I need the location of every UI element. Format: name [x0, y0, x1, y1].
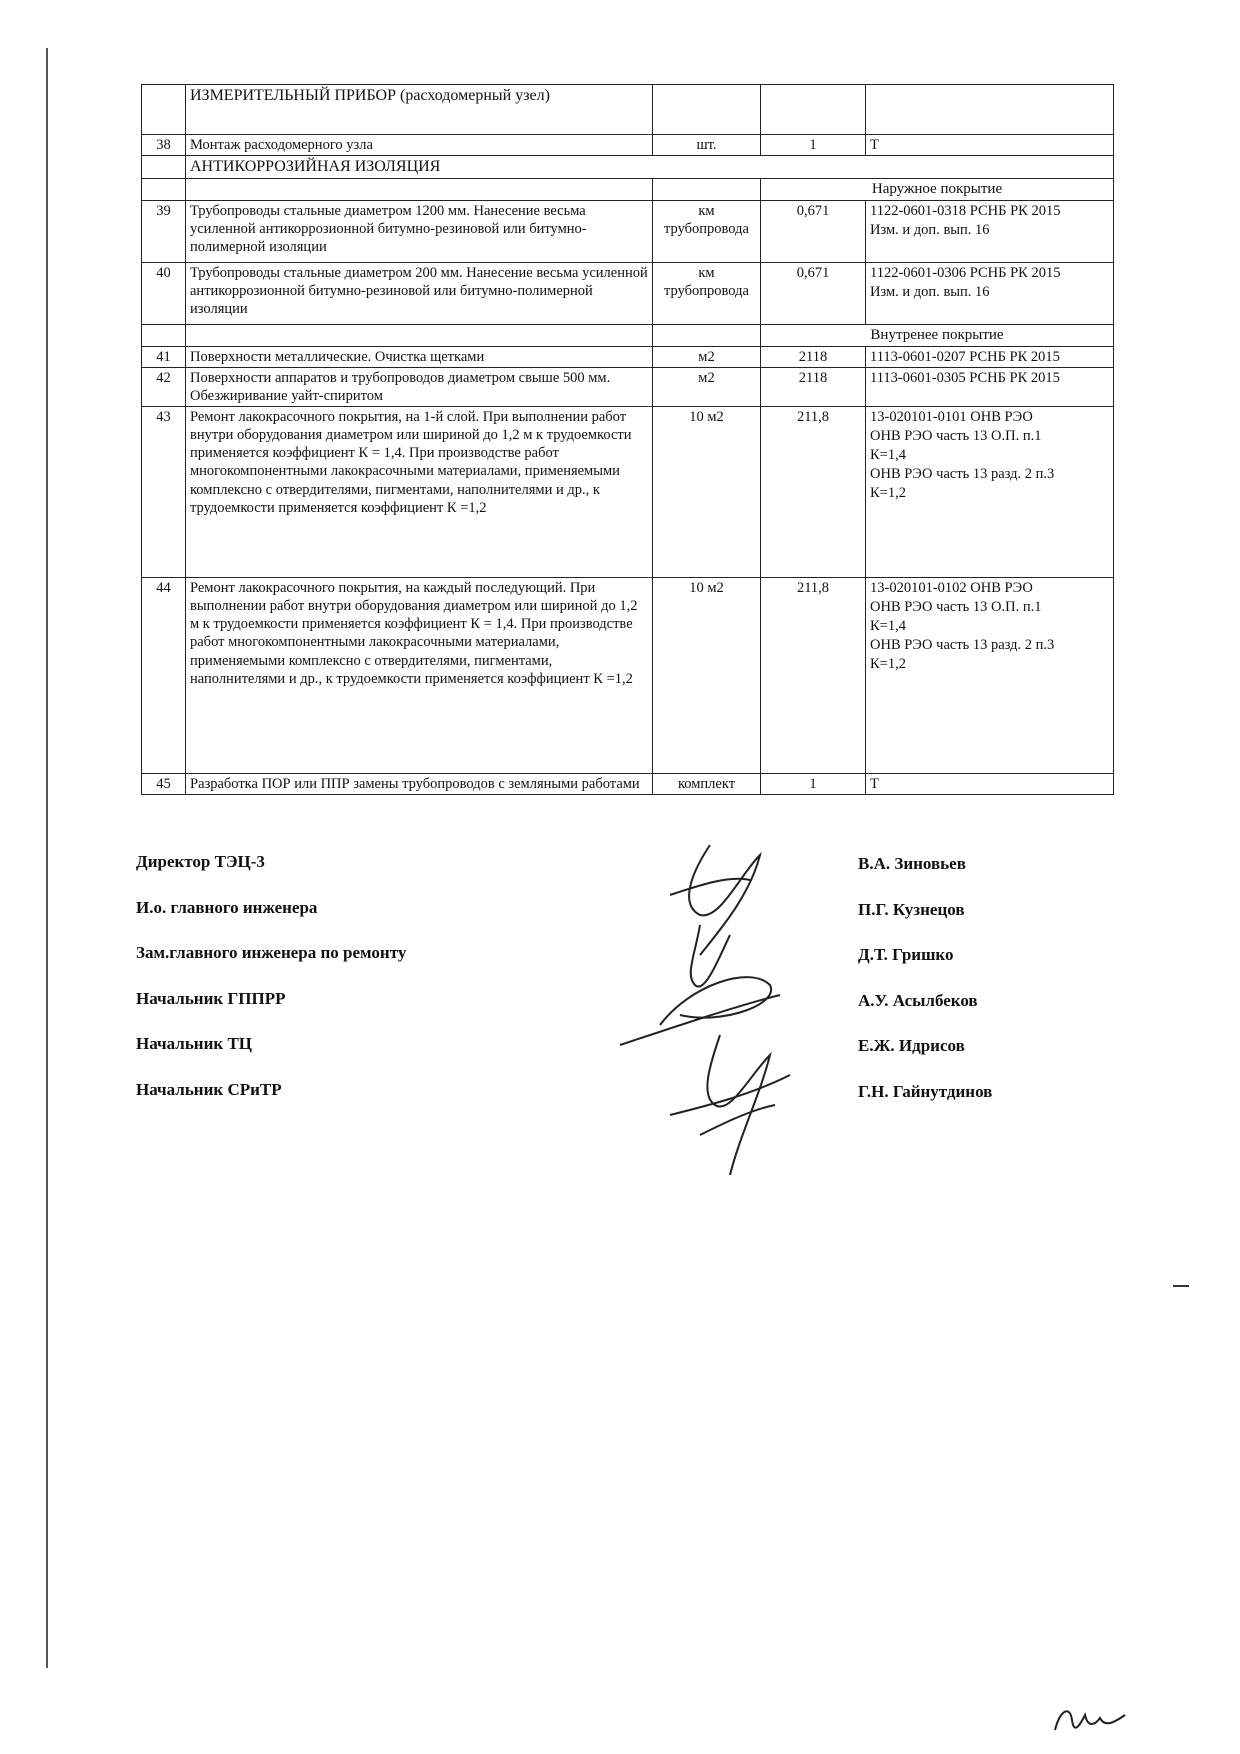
signer-name: П.Г. Кузнецов	[858, 899, 965, 919]
row-name: Поверхности аппаратов и трубопроводов диаметром свыше 500 мм. Обезжиривание уайт-спиритом	[186, 367, 653, 406]
subsection-row	[142, 324, 1114, 346]
row-name: Поверхности металлические. Очистка щетками	[186, 346, 653, 367]
signer-role: Директор ТЭЦ-3	[136, 852, 265, 871]
signer-name: Г.Н. Гайнутдинов	[858, 1081, 993, 1101]
ref-line: ОНВ РЭО часть 13 О.П. п.1	[870, 428, 1042, 444]
row-name: Разработка ПОР или ППР замены трубопроводов с земляными работами	[186, 774, 653, 795]
row-unit: комплект	[653, 774, 761, 795]
ref-line: 13-020101-0101 ОНВ РЭО	[870, 409, 1033, 425]
signature-row	[136, 943, 1056, 989]
signature-row	[136, 1080, 1056, 1126]
row-unit: м2	[653, 346, 761, 367]
row-qty: 1	[761, 135, 866, 156]
signature-block	[136, 852, 1056, 1125]
row-name: Ремонт лакокрасочного покрытия, на 1-й слой. При выполнении работ внутри оборудования диаметром или шириной до 1,2 м к трудоемкости применяется коэффициент К = 1,4. При производстве работ многокомпонентными лакокрасочными материалами, применяемыми комплексно с отвердителями, пигментами, наполнителями и др., к трудоемкости применяется коэффициент К =1,2	[186, 407, 653, 578]
row-ref: 1113-0601-0207 РСНБ РК 2015	[866, 346, 1114, 367]
row-unit: 10 м2	[653, 578, 761, 774]
signer-role: Начальник ГППРР	[136, 988, 286, 1008]
scan-edge-mark	[46, 48, 48, 1668]
handwritten-signatures	[600, 835, 860, 1175]
section-row	[142, 156, 1114, 179]
row-ref	[866, 200, 1114, 262]
signer-role: И.о. главного инженера	[136, 897, 318, 917]
signer-role: Зам.главного инженера по ремонту	[136, 943, 407, 962]
row-unit: шт.	[653, 135, 761, 156]
row-number: 45	[142, 774, 186, 795]
row-ref	[866, 262, 1114, 324]
initials-mark	[1050, 1700, 1130, 1740]
ref-line: ОНВ РЭО часть 13 О.П. п.1	[870, 599, 1042, 615]
row-number: 41	[142, 346, 186, 367]
signature-row	[136, 852, 1056, 898]
row-ref	[866, 407, 1114, 578]
row-number: 39	[142, 200, 186, 262]
signer-name: Д.Т. Гришко	[858, 945, 954, 964]
row-name: Ремонт лакокрасочного покрытия, на каждый последующий. При выполнении работ внутри оборудования диаметром или шириной до 1,2 м к трудоемкости применяется коэффициент К = 1,4. При производстве работ многокомпонентными лакокрасочными материалами, применяемыми комплексно с отвердителями, пигментами, наполнителями и др., к трудоемкости применяется коэффициент К =1,2	[186, 578, 653, 774]
row-qty: 211,8	[761, 407, 866, 578]
row-ref	[866, 578, 1114, 774]
row-unit: км трубопровода	[653, 200, 761, 262]
row-number: 38	[142, 135, 186, 156]
subsection-title: Внутренее покрытие	[761, 324, 1114, 346]
section-row	[142, 85, 1114, 135]
signature-row	[136, 1034, 1056, 1080]
row-unit: км трубопровода	[653, 262, 761, 324]
signer-name: В.А. Зиновьев	[858, 854, 966, 873]
ref-line: 13-020101-0102 ОНВ РЭО	[870, 580, 1033, 596]
signer-name: Е.Ж. Идрисов	[858, 1036, 965, 1055]
table-row	[142, 135, 1114, 156]
section-title: АНТИКОРРОЗИЙНАЯ ИЗОЛЯЦИЯ	[186, 156, 1114, 179]
ref-line: К=1,4	[870, 447, 906, 463]
scan-edge-mark	[1173, 1285, 1189, 1287]
ref-line: ОНВ РЭО часть 13 разд. 2 п.3	[870, 637, 1055, 653]
row-unit: 10 м2	[653, 407, 761, 578]
row-qty: 1	[761, 774, 866, 795]
ref-line: К=1,2	[870, 656, 906, 672]
row-name: Трубопроводы стальные диаметром 1200 мм. Нанесение весьма усиленной антикоррозионной битумно-резиновой или битумно-полимерной изоляции	[186, 200, 653, 262]
section-title: ИЗМЕРИТЕЛЬНЫЙ ПРИБОР (расходомерный узел)	[186, 85, 653, 135]
signature-row	[136, 989, 1056, 1035]
row-name: Трубопроводы стальные диаметром 200 мм. Нанесение весьма усиленной антикоррозионной битумно-резиновой или битумно-полимерной изоляции	[186, 262, 653, 324]
row-unit: м2	[653, 367, 761, 406]
row-qty: 0,671	[761, 262, 866, 324]
row-qty: 2118	[761, 367, 866, 406]
signature-row	[136, 898, 1056, 944]
row-number: 42	[142, 367, 186, 406]
subsection-row	[142, 179, 1114, 201]
row-ref: Т	[866, 774, 1114, 795]
table-row	[142, 407, 1114, 578]
signer-name: А.У. Асылбеков	[858, 990, 978, 1010]
ref-line: 1122-0601-0318 РСНБ РК 2015	[870, 202, 1061, 219]
table-row	[142, 346, 1114, 367]
ref-line: 1122-0601-0306 РСНБ РК 2015	[870, 264, 1061, 281]
signer-role: Начальник СРиТР	[136, 1079, 282, 1099]
row-qty: 211,8	[761, 578, 866, 774]
row-qty: 2118	[761, 346, 866, 367]
row-ref: Т	[866, 135, 1114, 156]
table-row	[142, 200, 1114, 262]
ref-line: Изм. и доп. вып. 16	[870, 221, 990, 238]
row-ref: 1113-0601-0305 РСНБ РК 2015	[866, 367, 1114, 406]
table-row	[142, 774, 1114, 795]
row-number: 40	[142, 262, 186, 324]
subsection-title: Наружное покрытие	[761, 179, 1114, 201]
table-row	[142, 367, 1114, 406]
works-table	[141, 84, 1114, 795]
row-number: 44	[142, 578, 186, 774]
ref-line: К=1,4	[870, 618, 906, 634]
table-row	[142, 578, 1114, 774]
row-number: 43	[142, 407, 186, 578]
row-name: Монтаж расходомерного узла	[186, 135, 653, 156]
row-qty: 0,671	[761, 200, 866, 262]
ref-line: К=1,2	[870, 485, 906, 501]
signer-role: Начальник ТЦ	[136, 1034, 253, 1053]
table-row	[142, 262, 1114, 324]
ref-line: ОНВ РЭО часть 13 разд. 2 п.3	[870, 466, 1055, 482]
ref-line: Изм. и доп. вып. 16	[870, 283, 990, 300]
